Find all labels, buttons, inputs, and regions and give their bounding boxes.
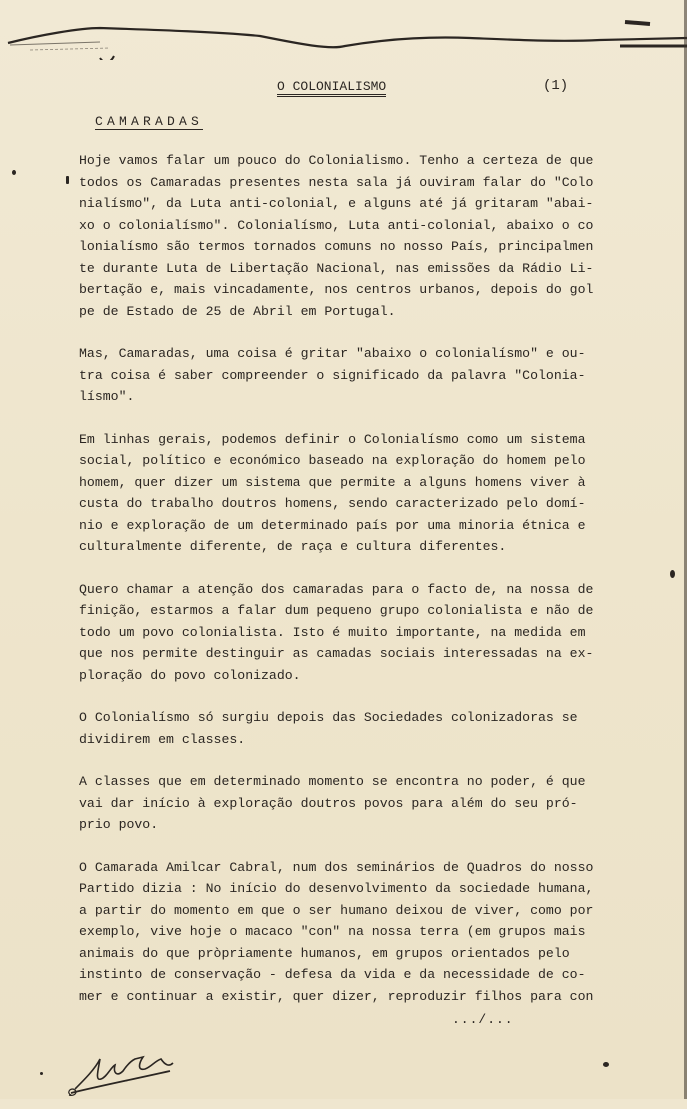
salutation: CAMARADAS — [95, 114, 204, 129]
text-line: te durante Luta de Libertação Nacional, nas emissões da Rádio Li- — [79, 260, 594, 276]
text-line: exemplo, vive hoje o macaco "con" na nossa terra (em grupos mais — [79, 924, 586, 939]
ink-speck — [12, 170, 16, 175]
document-title: O COLONIALISMO — [277, 80, 386, 97]
text-line: A classes que em determinado momento se encontra no poder, é que — [79, 774, 586, 789]
text-line: Quero chamar a atenção dos camaradas para o facto de, na nossa de — [79, 581, 594, 597]
text-line: nio e exploração de um determinado país por uma minoria étnica e — [79, 517, 586, 533]
ink-speck — [66, 176, 69, 184]
text-line: custa do trabalho doutros homens, sendo caracterizado pelo domí- — [79, 496, 586, 511]
text-line: todo um povo colonialista. Isto é muito importante, na medida em — [79, 624, 586, 640]
text-line: todos os Camaradas presentes nesta sala já ouviram falar do "Colo — [79, 174, 594, 190]
page-number: (1) — [543, 78, 569, 94]
paragraph-1 — [79, 150, 659, 322]
text-line: Mas, Camaradas, uma coisa é gritar "abaixo o colonialísmo" e ou- — [79, 346, 586, 361]
text-line: finição, estarmos a falar dum pequeno grupo colonialista e não de — [79, 603, 594, 618]
paragraph-3 — [79, 429, 659, 558]
text-line: Hoje vamos falar um pouco do Colonialismo. Tenho a certeza de que — [79, 153, 594, 168]
signature-icon — [65, 1049, 185, 1099]
text-line: vai dar início à exploração doutros povos para além do seu pró- — [79, 795, 578, 811]
text-line: tra coisa é saber compreender o significado da palavra "Colonia- — [79, 367, 586, 383]
continuation-mark: .../... — [452, 1012, 514, 1027]
text-line: xo o colonialísmo". Colonialísmo, Luta anti-colonial, abaixo o co — [79, 217, 594, 233]
ink-speck — [40, 1072, 43, 1075]
ink-speck — [670, 570, 675, 578]
text-line: animais do que pròpriamente humanos, em grupos orientados pelo — [79, 945, 570, 961]
text-line: Partido dizia : No início do desenvolvimento da sociedade humana, — [79, 881, 594, 896]
ink-speck — [603, 1062, 609, 1067]
text-line: social, político e económico baseado na exploração do homem pelo — [79, 453, 586, 468]
paragraph-2 — [79, 343, 659, 408]
text-line: O Colonialísmo só surgiu depois das Sociedades colonizadoras se — [79, 710, 578, 725]
text-line: pe de Estado de 25 de Abril em Portugal. — [79, 303, 396, 319]
document-header — [0, 0, 687, 140]
paragraph-7 — [79, 857, 659, 1008]
text-line: lonialísmo são termos tornados comuns no nosso País, principalmen — [79, 239, 594, 254]
text-line: culturalmente diferente, de raça e cultura diferentes. — [79, 539, 507, 554]
paragraph-6 — [79, 771, 659, 836]
text-line: Em linhas gerais, podemos definir o Colonialísmo como um sistema — [79, 431, 586, 447]
text-line: que nos permite destinguir as camadas sociais interessadas na ex- — [79, 646, 594, 661]
text-line: ploração do povo colonizado. — [79, 667, 301, 683]
text-line: prio povo. — [79, 817, 159, 832]
text-line: nialísmo", da Luta anti-colonial, e alguns até já gritaram "abai- — [79, 196, 594, 211]
paragraph-4 — [79, 579, 659, 687]
text-line: lísmo". — [79, 389, 135, 404]
text-line: homem, quer dizer um sistema que permite a alguns homens viver à — [79, 474, 586, 490]
text-line: dividirem em classes. — [79, 731, 246, 747]
text-line: instinto de conservação - defesa da vida e da necessidade de co- — [79, 967, 586, 982]
text-line: O Camarada Amilcar Cabral, num dos seminários de Quadros do nosso — [79, 859, 594, 875]
paragraph-5 — [79, 707, 659, 750]
text-line: mer e continuar a existir, quer dizer, reproduzir filhos para con — [79, 988, 594, 1004]
text-line: bertação e, mais vincadamente, nos centros urbanos, depois do gol — [79, 282, 594, 297]
text-line: a partir do momento em que o ser humano deixou de viver, como por — [79, 902, 594, 918]
document-body — [79, 150, 659, 1099]
